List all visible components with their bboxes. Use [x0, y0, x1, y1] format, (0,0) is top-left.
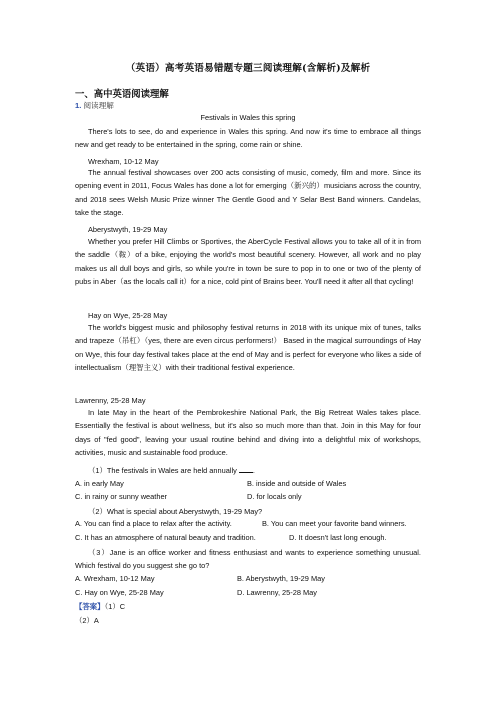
q2-option-b: B. You can meet your favorite band winners.: [262, 519, 407, 528]
question-1: [88, 465, 255, 476]
festival-2-place: Aberystwyth, 19-29 May: [88, 225, 168, 234]
q2-option-a: A. You can find a place to relax after the activity.: [75, 519, 232, 528]
question-2: （2）What is special about Aberystwyth, 19-29 May?: [88, 507, 263, 516]
festival-1-text: The annual festival showcases over 200 acts consisting of music, comedy, film and more. Since its opening event in 2011, Focus Wales has done a lot for emerging（新兴的）musicians across the country, and 2018 sees Welsh Music Prize winner The Gentle Good and Y Selar Best Band winners. Candelas, take the stage.: [75, 168, 421, 217]
answer-label: 【答案】: [75, 602, 105, 611]
q1-option-c: C. in rainy or sunny weather: [75, 492, 168, 501]
answer-line-1: [75, 601, 125, 612]
question-1-text: （1）The festivals in Wales are held annually: [88, 466, 237, 475]
q1-option-b: B. inside and outside of Wales: [247, 479, 347, 488]
question-number: 1.: [75, 101, 82, 110]
question-type: 阅读理解: [83, 101, 114, 110]
document-title: （英语）高考英语易错题专题三阅读理解(含解析)及解析: [125, 63, 371, 74]
q3-option-b: B. Aberystwyth, 19-29 May: [237, 574, 325, 583]
q2-option-d: D. It doesn't last long enough.: [289, 533, 387, 542]
festival-4-place: Lawrenny, 25-28 May: [75, 396, 146, 405]
festival-3-place: Hay on Wye, 25-28 May: [88, 311, 168, 320]
section-heading: 一、高中英语阅读理解: [75, 89, 169, 100]
question-1-end: .: [252, 466, 255, 475]
intro-paragraph: There's lots to see, do and experience in Wales this spring. And now it's time to embrace all things new and get ready to be entertained in the spring, come rain or shine.: [75, 127, 421, 150]
passage-title: Festivals in Wales this spring: [200, 113, 296, 122]
question-3: （3）Jane is an office worker and fitness enthusiast and wants to experience something unusual. Which festival do you suggest she go to?: [75, 548, 421, 571]
question-heading: [75, 100, 114, 111]
festival-4-text: In late May in the heart of the Pembrokeshire National Park, the Big Retreat Wales takes place. Essentially the festival is about wellness, but it's also so much more than that. Join in this May for four days of "fed good", leaving your usual routine behind and diving into a delightful mix of workshops, activities, music and sustainable food produce.: [75, 408, 421, 457]
answer-blank: [239, 465, 253, 473]
answer-1: （1）C: [104, 602, 126, 611]
q3-option-c: C. Hay on Wye, 25-28 May: [75, 588, 164, 597]
festival-2-text: Whether you prefer Hill Climbs or Sportives, the AberCycle Festival allows you to take all of it in from the saddle（鞍）of a bike, enjoying the world's most beautiful scenery. However, all work and no play makes us all dull boys and girls, so while you're in town be sure to pop in to one or two of the plenty of pubs in Aber（as the locals call it）for a nice, cold pint of Brains beer. You'll need it after all that cycling!: [75, 237, 421, 286]
q3-option-d: D. Lawrenny, 25-28 May: [237, 588, 317, 597]
festival-3-text: The world's biggest music and philosophy festival returns in 2018 with its unique mix of tunes, talks and trapeze（吊杠）（yes, there are even circus performers!） Based in the magical surroundings of Hay on Wye, this four day festival takes place at the end of May and is perfect for everyone who likes a side of intellectualism（理智主义）with their traditional festival experience.: [75, 323, 421, 372]
q2-option-c: C. It has an atmosphere of natural beauty and tradition.: [75, 533, 256, 542]
answer-2: （2）A: [75, 616, 99, 625]
q1-option-d: D. for locals only: [247, 492, 302, 501]
q3-option-a: A. Wrexham, 10-12 May: [75, 574, 155, 583]
q1-option-a: A. in early May: [75, 479, 124, 488]
festival-1-place: Wrexham, 10-12 May: [88, 157, 159, 166]
